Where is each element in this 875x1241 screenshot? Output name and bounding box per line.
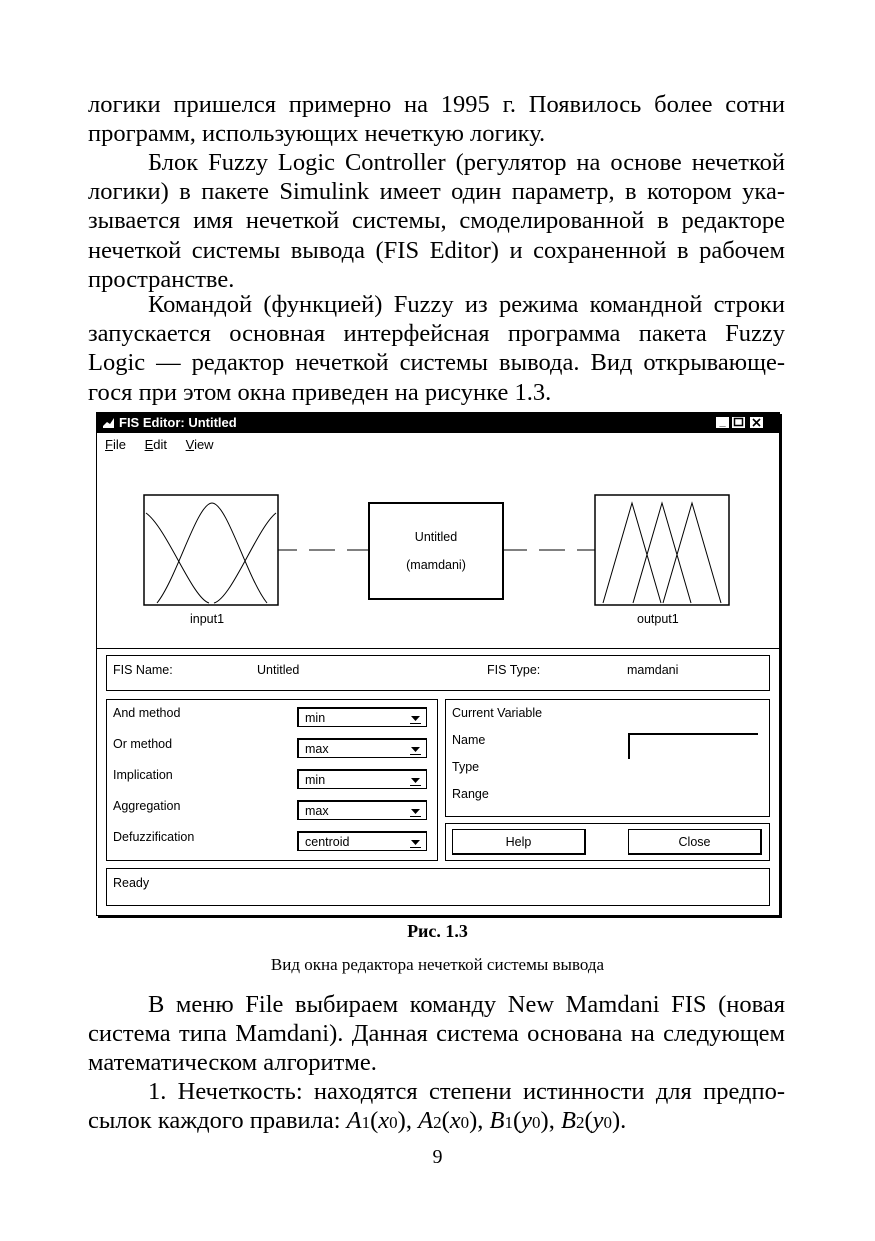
fis-type-label: FIS Type: [487,663,541,677]
menu-file[interactable]: File [105,437,126,452]
system-name-label: Untitled [414,530,458,544]
chevron-down-icon [410,837,421,848]
minimize-icon[interactable]: _ [715,416,730,429]
implication-label: Implication [113,768,173,782]
paragraph-fuzzy-logic-controller [88,148,785,294]
paragraph-intro-end [88,90,785,148]
title-bar [97,413,779,433]
chevron-down-icon [410,806,421,817]
text-line: Командой (функцией) Fuzzy из режима командной строки [148,291,785,318]
text-line: программ, использующих нечеткую логику. [88,120,546,148]
text-line: система типа Mamdani). Данная система основана на следующем [88,1020,785,1048]
close-button[interactable]: Close [628,829,762,855]
buttons-panel [445,823,770,861]
fis-editor-window [96,412,780,916]
text-line: логики пришелся примерно на 1995 г. Появилось более сотни [88,91,785,118]
current-variable-label: Current Variable [452,706,543,720]
variable-name-field[interactable] [628,733,758,759]
variable-type-label: Type [452,760,480,774]
text-line: пространстве. [88,265,235,293]
text-line: математическом алгоритме. [88,1049,377,1077]
figure-caption-title: Рис. 1.3 [407,921,468,941]
window-title: FIS Editor: Untitled [119,415,237,430]
defuzzification-label: Defuzzification [113,830,195,844]
text-line: нечеткой системы вывода (FIS Editor) и сохраненной в рабочем [88,236,785,264]
chevron-down-icon [410,775,421,786]
menu-view[interactable]: View [185,437,214,452]
and-method-label: And method [113,706,181,720]
chevron-down-icon [410,713,421,724]
system-block[interactable] [369,503,503,599]
figure-caption-text: Вид окна редактора нечеткой системы вывода [270,955,605,974]
variable-range-label: Range [452,787,489,801]
fis-type-value: mamdani [627,663,679,677]
menu-bar [105,437,229,455]
current-variable-panel [445,699,770,817]
aggregation-select[interactable]: max [297,800,427,820]
variable-name-label: Name [452,733,486,747]
text-line: 1. Нечеткость: находятся степени истинности для предпо- [148,1078,785,1105]
status-panel [106,868,770,906]
input1-block[interactable] [144,495,278,605]
text-line-formula: сылок каждого правила: A1(x0), A2(x0), B1(y0), B2(y0). [88,1107,627,1135]
text-line: логики) в пакете Simulink имеет один параметр, в котором ука- [88,178,785,206]
and-method-select[interactable]: min [297,707,427,727]
status-text: Ready [113,876,150,890]
fis-info-panel [106,655,770,691]
defuzzification-select[interactable]: centroid [297,831,427,851]
or-method-select[interactable]: max [297,738,427,758]
output1-block[interactable] [595,495,729,605]
maximize-icon[interactable] [731,416,746,429]
input1-label: input1 [190,612,225,626]
system-type-label: (mamdani) [406,558,466,572]
text-line: В меню File выбираем команду New Mamdani FIS (новая [148,991,785,1018]
text-line: зывается имя нечеткой системы, смоделированной в редакторе [88,207,785,235]
methods-panel [106,699,438,861]
matlab-icon [102,413,116,439]
fis-name-value: Untitled [257,663,300,677]
chevron-down-icon [410,744,421,755]
text-line: Блок Fuzzy Logic Controller (регулятор на основе нечеткой [148,149,785,176]
fis-name-label: FIS Name: [113,663,173,677]
fis-diagram [97,458,779,648]
help-button[interactable]: Help [452,829,586,855]
paragraph-fuzzy-command [88,290,785,407]
paragraph-new-mamdani [88,990,785,1078]
page-number: 9 [432,1146,443,1168]
aggregation-label: Aggregation [113,799,181,813]
implication-select[interactable]: min [297,769,427,789]
close-icon[interactable] [749,416,764,429]
menu-edit[interactable]: Edit [144,437,167,452]
text-line: Logic — редактор нечеткой системы вывода. Вид открывающе- [88,349,785,377]
text-line: запускается основная интерфейсная программа пакета Fuzzy [88,320,785,348]
text-line: гося при этом окна приведен на рисунке 1.3. [88,378,552,406]
paragraph-fuzzification [88,1077,785,1137]
divider [97,648,779,649]
or-method-label: Or method [113,737,173,751]
output1-label: output1 [637,612,679,626]
